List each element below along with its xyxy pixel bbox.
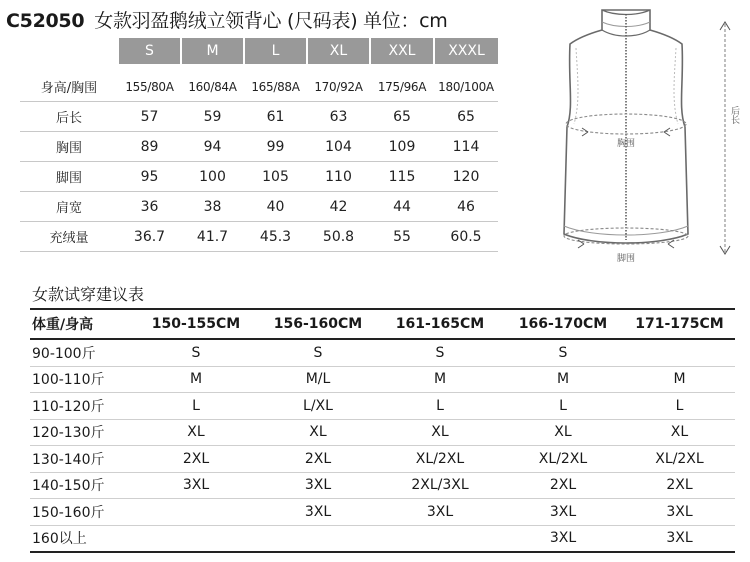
row-label: 肩宽: [20, 192, 118, 222]
value-cell: 40: [244, 192, 307, 222]
value-cell: 114: [434, 132, 498, 162]
row-label: 后长: [20, 102, 118, 132]
height-row: [20, 72, 498, 102]
fit-cell: 2XL: [624, 472, 735, 499]
fit-cell: M/L: [258, 366, 378, 393]
value-cell: 94: [181, 132, 244, 162]
value-cell: 46: [434, 192, 498, 222]
value-cell: 115: [370, 162, 434, 192]
hem-row: [20, 162, 498, 192]
fit-cell: [134, 525, 258, 552]
row-label: 充绒量: [20, 222, 118, 252]
value-cell: 95: [118, 162, 181, 192]
fit-header: 161-165CM: [378, 309, 502, 339]
fit-cell: S: [258, 339, 378, 366]
fit-cell: L: [134, 393, 258, 420]
chest-label: 胸围: [616, 139, 636, 149]
size-header: L: [244, 38, 307, 64]
weight-cell: 140-150斤: [30, 472, 134, 499]
value-cell: 105: [244, 162, 307, 192]
fit-row: [30, 393, 735, 420]
row-label: 身高/胸围: [20, 72, 118, 102]
fit-cell: 3XL: [258, 472, 378, 499]
size-header: XL: [307, 38, 370, 64]
value-cell: 59: [181, 102, 244, 132]
value-cell: 120: [434, 162, 498, 192]
vest-measurement-figure: [520, 2, 748, 267]
value-cell: 44: [370, 192, 434, 222]
fit-cell: XL: [134, 419, 258, 446]
fit-cell: L: [378, 393, 502, 420]
fit-cell: 3XL: [624, 525, 735, 552]
value-cell: 63: [307, 102, 370, 132]
value-cell: 38: [181, 192, 244, 222]
fit-cell: 2XL/3XL: [378, 472, 502, 499]
weight-cell: 130-140斤: [30, 446, 134, 473]
fit-header: 171-175CM: [624, 309, 735, 339]
fit-cell: XL: [378, 419, 502, 446]
size-header: XXL: [370, 38, 434, 64]
fit-row: [30, 419, 735, 446]
value-cell: 60.5: [434, 222, 498, 252]
weight-cell: 90-100斤: [30, 339, 134, 366]
fit-header: 150-155CM: [134, 309, 258, 339]
value-cell: 41.7: [181, 222, 244, 252]
value-cell: 36: [118, 192, 181, 222]
fit-cell: L: [502, 393, 624, 420]
fit-cell: XL: [502, 419, 624, 446]
height-cell: 165/88A: [244, 72, 307, 102]
fit-cell: S: [378, 339, 502, 366]
value-cell: 55: [370, 222, 434, 252]
value-cell: 89: [118, 132, 181, 162]
row-label: 脚围: [20, 162, 118, 192]
value-cell: 100: [181, 162, 244, 192]
value-cell: 110: [307, 162, 370, 192]
fit-header-row: [30, 309, 735, 339]
fit-row: [30, 499, 735, 526]
fit-row: [30, 472, 735, 499]
value-cell: 109: [370, 132, 434, 162]
weight-cell: 110-120斤: [30, 393, 134, 420]
fit-cell: L: [624, 393, 735, 420]
down-fill-row: [20, 222, 498, 252]
fit-row: [30, 446, 735, 473]
value-cell: 42: [307, 192, 370, 222]
height-cell: 180/100A: [434, 72, 498, 102]
fit-cell: [624, 339, 735, 366]
size-header: M: [181, 38, 244, 64]
fit-cell: S: [502, 339, 624, 366]
value-cell: 36.7: [118, 222, 181, 252]
fit-cell: 3XL: [502, 525, 624, 552]
size-header: XXXL: [434, 38, 498, 64]
product-name: 女款羽盈鹅绒立领背心 (尺码表) 单位：cm: [94, 10, 448, 32]
fit-cell: XL/2XL: [502, 446, 624, 473]
fit-header: 体重/身高: [30, 309, 134, 339]
value-cell: 99: [244, 132, 307, 162]
fit-cell: XL: [624, 419, 735, 446]
fit-cell: 2XL: [134, 446, 258, 473]
value-cell: 50.8: [307, 222, 370, 252]
fit-row: [30, 339, 735, 366]
chest-row: [20, 132, 498, 162]
size-header-row: [20, 38, 498, 64]
value-cell: 57: [118, 102, 181, 132]
spacer-row: [20, 64, 498, 72]
fit-cell: XL/2XL: [378, 446, 502, 473]
fit-cell: M: [378, 366, 502, 393]
header-corner: [20, 38, 118, 64]
fit-cell: 2XL: [258, 446, 378, 473]
fit-cell: XL: [258, 419, 378, 446]
row-label: 胸围: [20, 132, 118, 162]
height-cell: 175/96A: [370, 72, 434, 102]
fit-header: 156-160CM: [258, 309, 378, 339]
fit-cell: M: [624, 366, 735, 393]
size-chart-table: [20, 38, 498, 252]
height-cell: 170/92A: [307, 72, 370, 102]
fit-cell: M: [502, 366, 624, 393]
weight-cell: 120-130斤: [30, 419, 134, 446]
back-length-row: [20, 102, 498, 132]
fit-cell: 3XL: [378, 499, 502, 526]
fit-suggestion-table: [30, 308, 735, 553]
back-length-measure-line: [720, 22, 730, 254]
fit-cell: [378, 525, 502, 552]
size-header: S: [118, 38, 181, 64]
fit-cell: 3XL: [134, 472, 258, 499]
fit-row: [30, 366, 735, 393]
vest-illustration: [564, 10, 688, 243]
page-title: [6, 6, 448, 33]
fit-cell: M: [134, 366, 258, 393]
fit-cell: L/XL: [258, 393, 378, 420]
height-cell: 160/84A: [181, 72, 244, 102]
value-cell: 104: [307, 132, 370, 162]
weight-cell: 100-110斤: [30, 366, 134, 393]
fit-cell: [258, 525, 378, 552]
value-cell: 61: [244, 102, 307, 132]
hem-label: 脚围: [616, 254, 636, 264]
value-cell: 65: [434, 102, 498, 132]
fit-cell: S: [134, 339, 258, 366]
back-length-label: 后长: [729, 106, 739, 124]
weight-cell: 160以上: [30, 525, 134, 552]
fit-cell: 2XL: [502, 472, 624, 499]
fit-cell: 3XL: [258, 499, 378, 526]
fit-cell: 3XL: [624, 499, 735, 526]
shoulder-row: [20, 192, 498, 222]
height-cell: 155/80A: [118, 72, 181, 102]
fit-cell: [134, 499, 258, 526]
product-code: C52050: [6, 10, 85, 32]
value-cell: 45.3: [244, 222, 307, 252]
fit-cell: 3XL: [502, 499, 624, 526]
weight-cell: 150-160斤: [30, 499, 134, 526]
fit-header: 166-170CM: [502, 309, 624, 339]
fit-row: [30, 525, 735, 552]
value-cell: 65: [370, 102, 434, 132]
fit-table-title: 女款试穿建议表: [32, 285, 145, 304]
fit-cell: XL/2XL: [624, 446, 735, 473]
